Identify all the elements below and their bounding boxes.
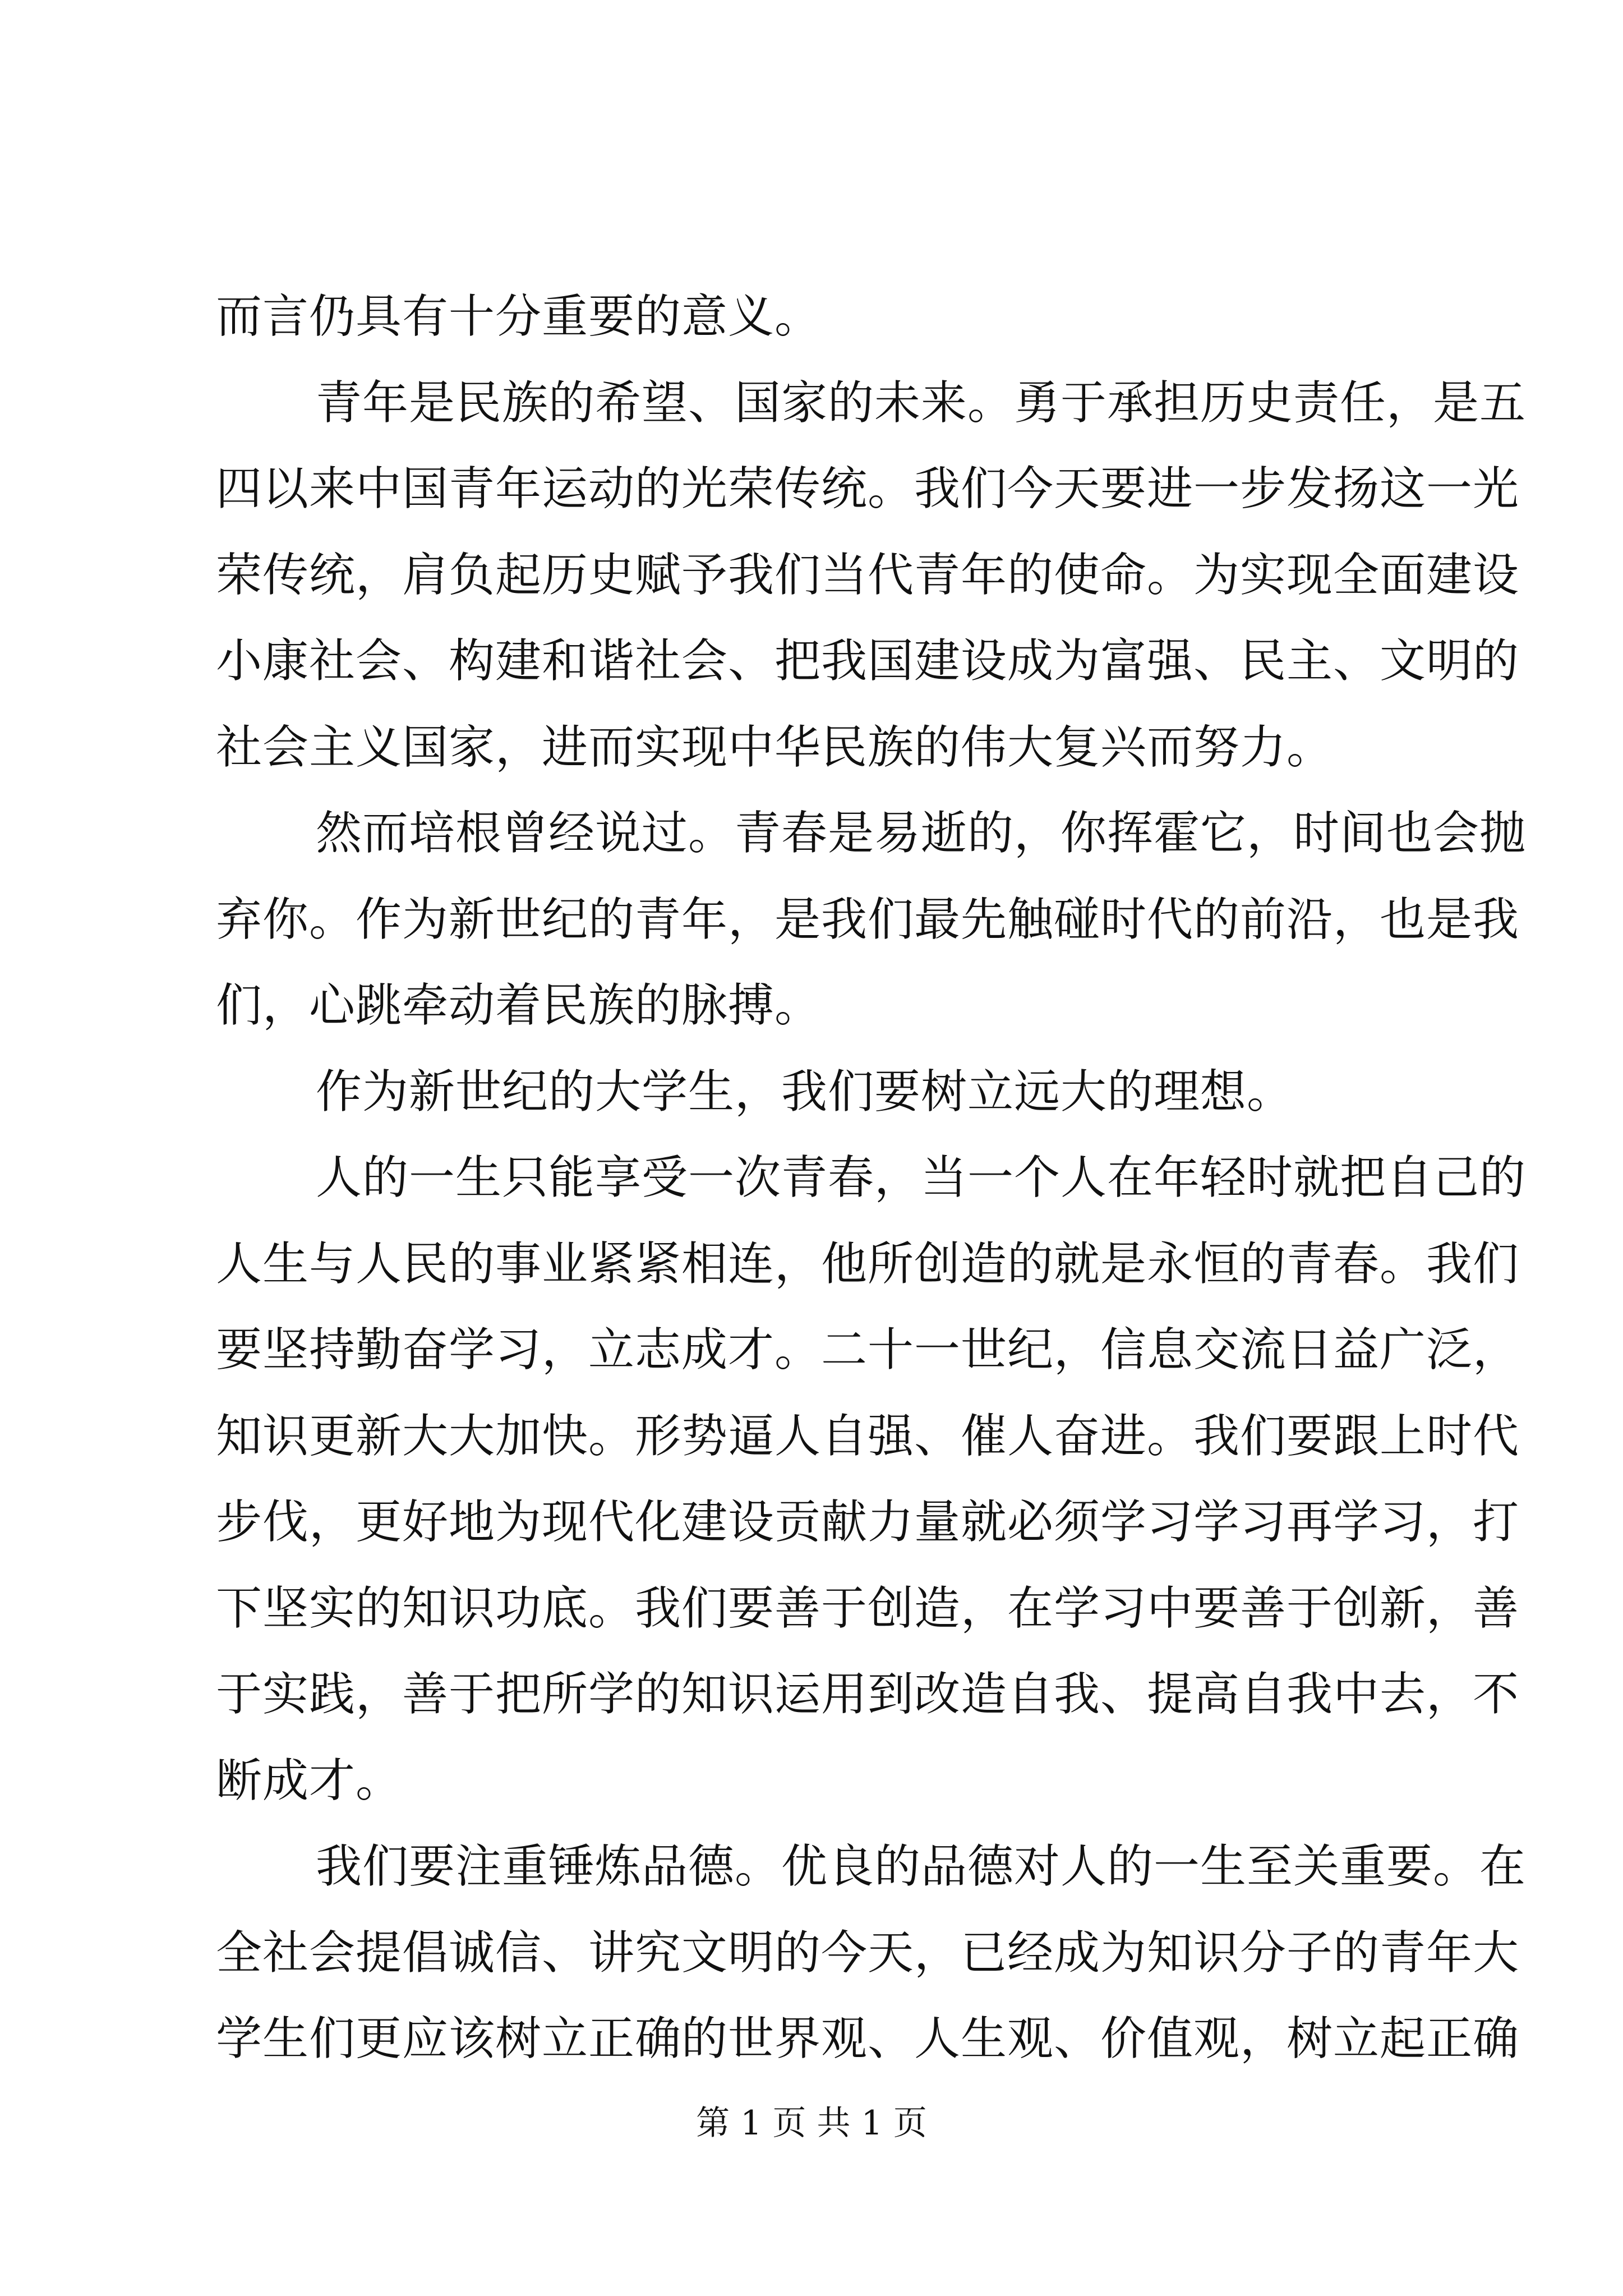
text-line: 小康社会、构建和谐社会、把我国建设成为富强、民主、文明的 (216, 634, 1520, 688)
text-line: 要坚持勤奋学习，立志成才。二十一世纪，信息交流日益广泛， (216, 1323, 1520, 1377)
paragraph-start-line: 作为新世纪的大学生，我们要树立远大的理想。 (316, 1065, 1294, 1119)
text-line: 弃你。作为新世纪的青年，是我们最先触碰时代的前沿，也是我 (216, 892, 1520, 946)
text-line: 全社会提倡诚信、讲究文明的今天，已经成为知识分子的青年大 (216, 1926, 1520, 1980)
text-line: 人生与人民的事业紧紧相连，他所创造的就是永恒的青春。我们 (216, 1237, 1520, 1291)
text-line: 于实践，善于把所学的知识运用到改造自我、提高自我中去，不 (216, 1668, 1520, 1721)
text-line: 断成才。 (216, 1754, 403, 1807)
paragraph-start-line: 然而培根曾经说过。青春是易逝的，你挥霍它，时间也会抛 (316, 807, 1527, 860)
paragraph-start-line: 人的一生只能享受一次青春，当一个人在年轻时就把自己的 (316, 1151, 1527, 1204)
text-line: 们，心跳牵动着民族的脉搏。 (216, 979, 822, 1032)
text-line: 学生们更应该树立正确的世界观、人生观、价值观，树立起正确 (216, 2012, 1520, 2065)
text-line: 而言仍具有十分重要的意义。 (216, 290, 822, 343)
text-line: 下坚实的知识功底。我们要善于创造，在学习中要善于创新，善 (216, 1581, 1520, 1635)
page-number-footer: 第 1 页 共 1 页 (696, 2104, 927, 2143)
text-line: 荣传统，肩负起历史赋予我们当代青年的使命。为实现全面建设 (216, 548, 1520, 602)
text-line: 四以来中国青年运动的光荣传统。我们今天要进一步发扬这一光 (216, 462, 1520, 516)
document-body (216, 274, 1527, 2082)
paragraph-start-line: 我们要注重锤炼品德。优良的品德对人的一生至关重要。在 (316, 1840, 1527, 1893)
paragraph-start-line: 青年是民族的希望、国家的未来。勇于承担历史责任，是五 (316, 376, 1527, 430)
text-line: 社会主义国家，进而实现中华民族的伟大复兴而努力。 (216, 720, 1334, 774)
text-line: 步伐，更好地为现代化建设贡献力量就必须学习学习再学习，打 (216, 1496, 1520, 1549)
text-line: 知识更新大大加快。形势逼人自强、催人奋进。我们要跟上时代 (216, 1409, 1520, 1463)
